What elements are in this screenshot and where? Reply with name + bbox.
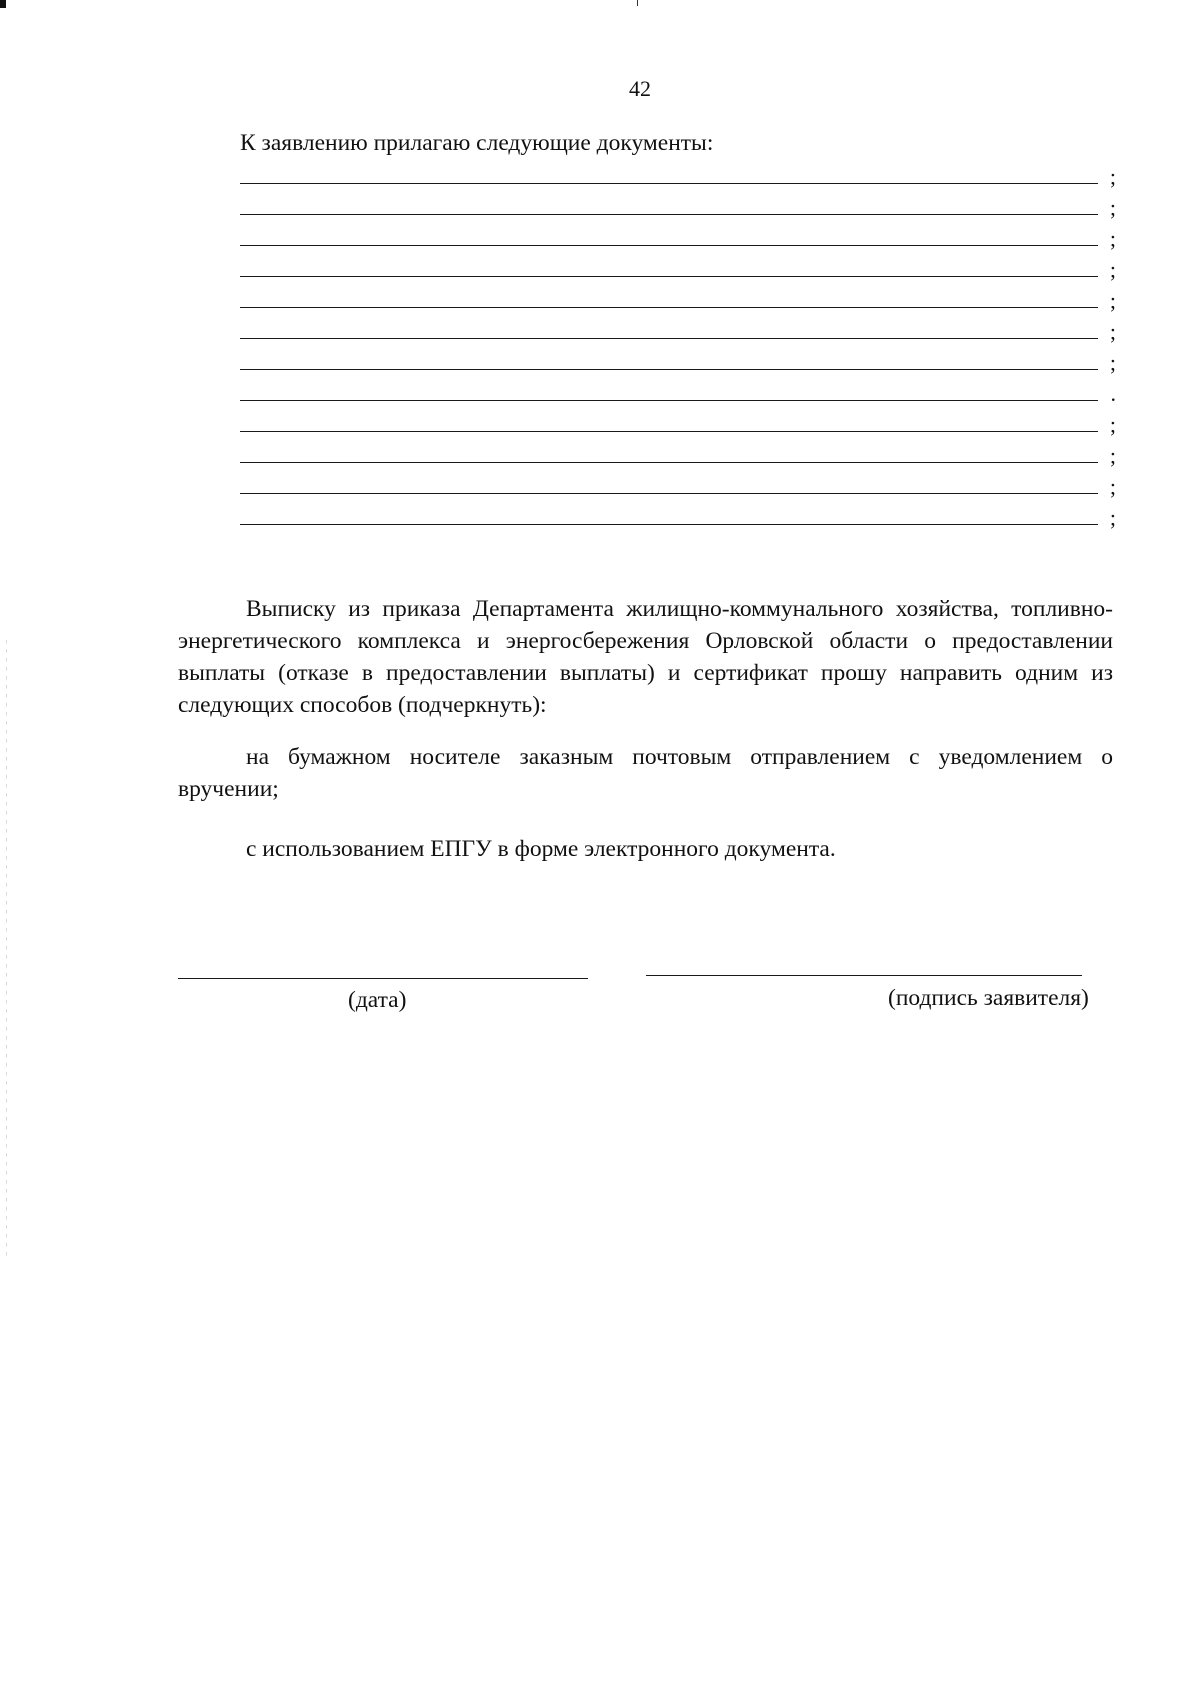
line-punctuation: ; — [1109, 164, 1116, 189]
signature-caption: (подпись заявителя) — [888, 985, 1089, 1011]
scan-corner-mark — [0, 0, 6, 8]
line-punctuation: ; — [1109, 195, 1116, 220]
line-punctuation: ; — [1109, 474, 1116, 499]
attachment-line — [240, 281, 1120, 312]
line-punctuation: ; — [1109, 443, 1116, 468]
attachment-line — [240, 498, 1120, 529]
attachment-line — [240, 188, 1120, 219]
attachment-line — [240, 374, 1120, 405]
line-punctuation: ; — [1109, 257, 1116, 282]
attachment-lines — [240, 157, 1120, 529]
attachment-line — [240, 343, 1120, 374]
attachment-line — [240, 405, 1120, 436]
scan-top-tick — [637, 0, 638, 6]
attachment-line — [240, 219, 1120, 250]
signature-line — [646, 975, 1082, 976]
attachment-line — [240, 467, 1120, 498]
line-punctuation: ; — [1109, 226, 1116, 251]
attachment-line — [240, 250, 1120, 281]
attachment-line — [240, 157, 1120, 188]
line-punctuation: ; — [1109, 505, 1116, 530]
delivery-option-paper: на бумажном носителе заказным почтовым отправлением с уведомлением о вручении; — [178, 744, 1113, 802]
line-punctuation: . — [1110, 381, 1116, 406]
line-punctuation: ; — [1109, 288, 1116, 313]
line-punctuation: ; — [1109, 319, 1116, 344]
line-punctuation: ; — [1109, 412, 1116, 437]
attachment-line — [240, 312, 1120, 343]
attachments-heading: К заявлению прилагаю следующие документы: — [240, 130, 714, 156]
delivery-option-epgu: с использованием ЕПГУ в форме электронного документа. — [246, 836, 836, 862]
scan-margin-dots — [6, 640, 7, 1260]
line-punctuation: ; — [1109, 350, 1116, 375]
date-caption: (дата) — [348, 987, 407, 1013]
page-number: 42 — [629, 76, 651, 101]
attachment-line — [240, 436, 1120, 467]
delivery-request-paragraph: Выписку из приказа Департамента жилищно-коммунального хозяйства, топливно-энергетического комплекса и энергосбережения Орловской области о предоставлении выплаты (отказе в предоставлении выплаты) и сертификат прошу направить одним из следующих способов (подчеркнуть): — [178, 596, 1113, 718]
date-line — [178, 978, 588, 979]
